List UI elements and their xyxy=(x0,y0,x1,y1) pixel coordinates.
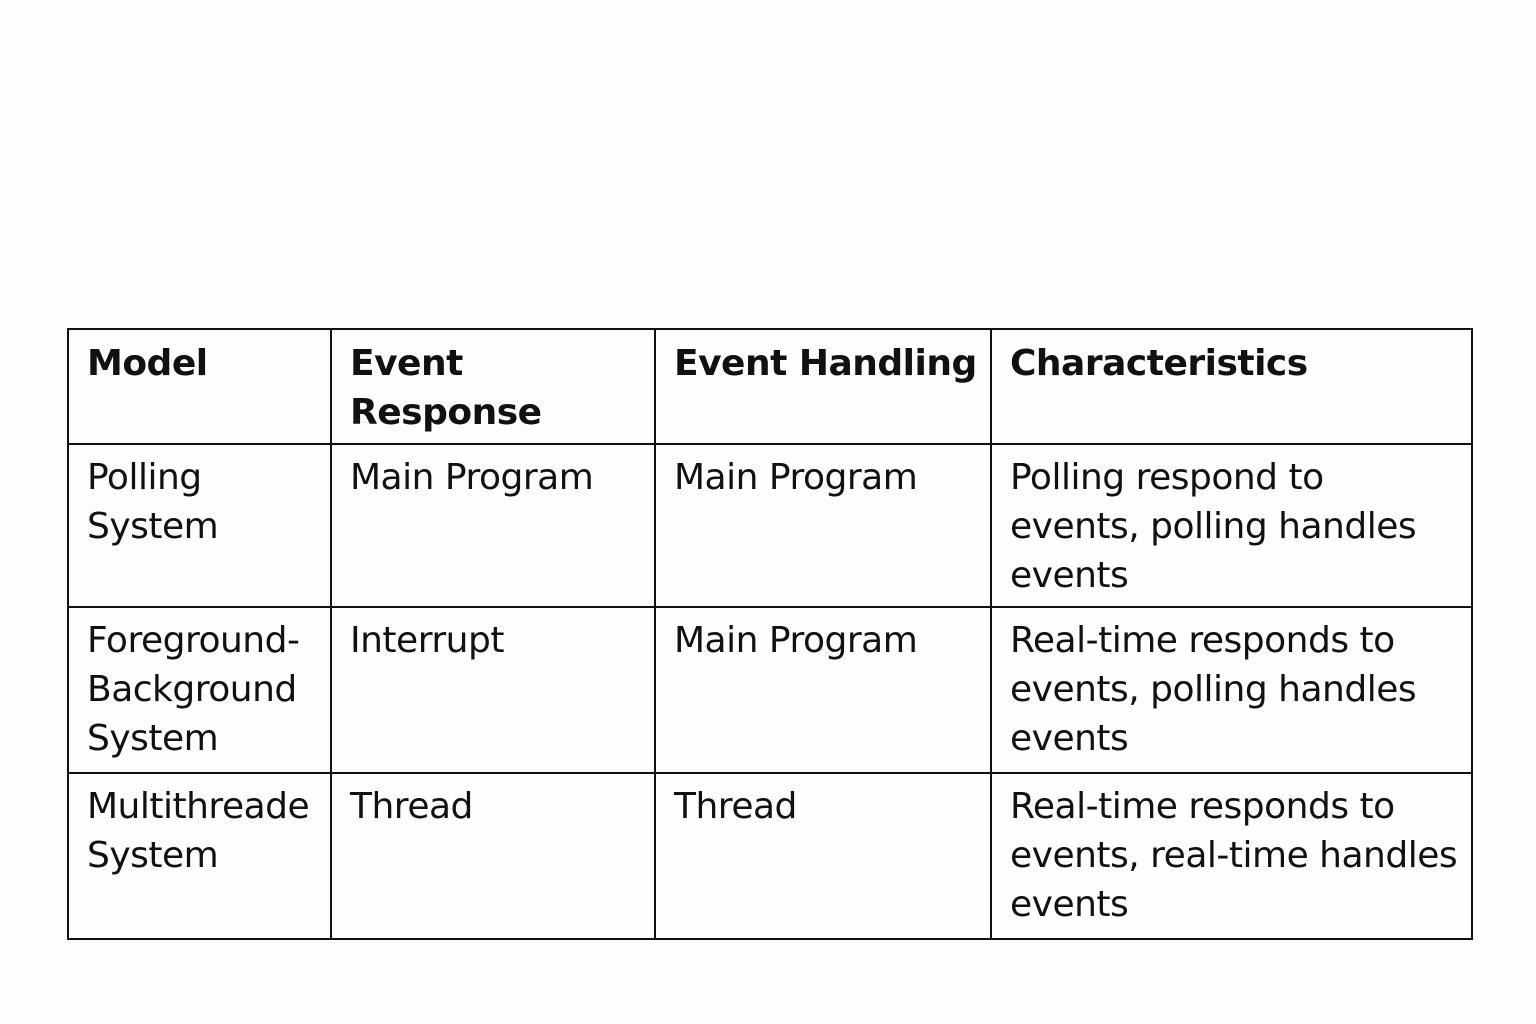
cell-event-response: Main Program xyxy=(331,444,655,607)
header-event-handling: Event Handling xyxy=(655,329,991,444)
cell-model: Multithreade System xyxy=(68,773,331,939)
cell-characteristics: Real-time responds to events, real-time handles events xyxy=(991,773,1472,939)
table-row xyxy=(68,773,1472,939)
cell-characteristics: Polling respond to events, polling handles events xyxy=(991,444,1472,607)
table-row xyxy=(68,607,1472,773)
cell-event-response: Thread xyxy=(331,773,655,939)
header-model: Model xyxy=(68,329,331,444)
header-characteristics: Characteristics xyxy=(991,329,1472,444)
header-row xyxy=(68,329,1472,444)
cell-model: Foreground- Background System xyxy=(68,607,331,773)
cell-event-handling: Thread xyxy=(655,773,991,939)
cell-event-response: Interrupt xyxy=(331,607,655,773)
cell-event-handling: Main Program xyxy=(655,607,991,773)
table-row xyxy=(68,444,1472,607)
cell-model: Polling System xyxy=(68,444,331,607)
model-comparison-table xyxy=(67,328,1473,940)
cell-event-handling: Main Program xyxy=(655,444,991,607)
header-event-response: Event Response xyxy=(331,329,655,444)
cell-characteristics: Real-time responds to events, polling handles events xyxy=(991,607,1472,773)
